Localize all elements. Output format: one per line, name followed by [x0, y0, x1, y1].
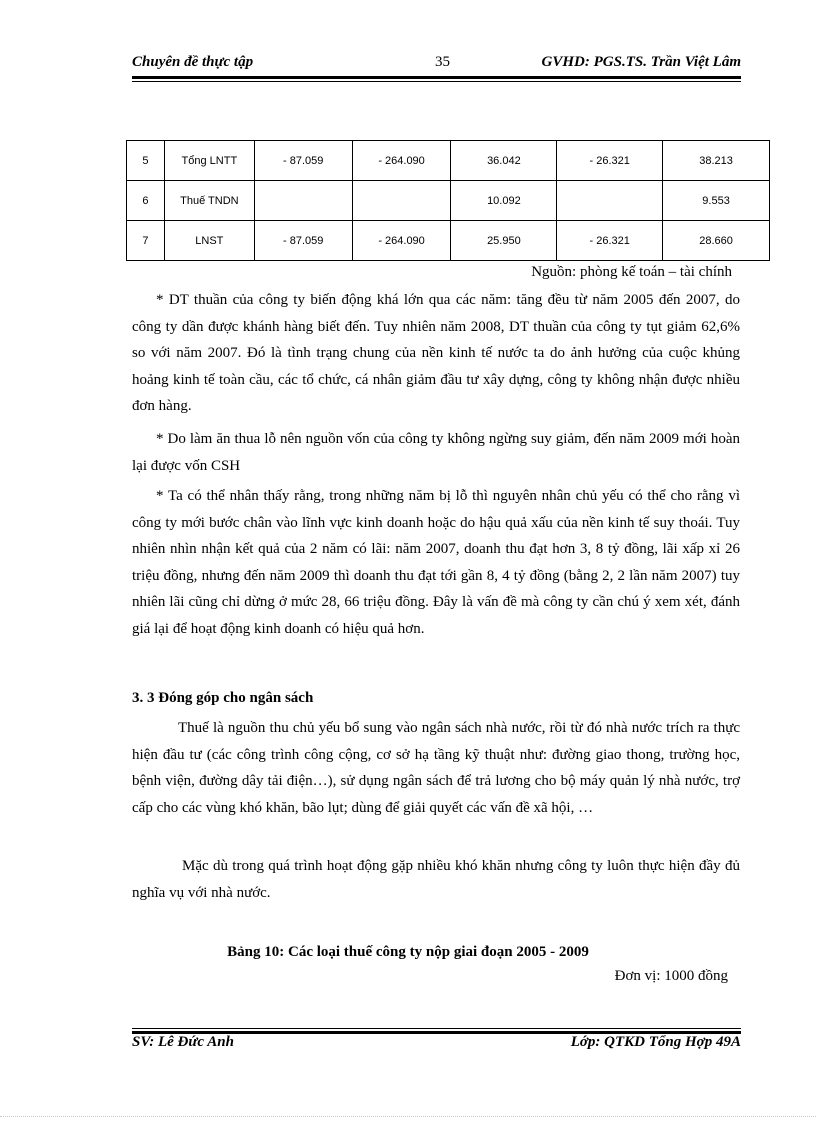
- table-cell: [254, 181, 352, 221]
- table-cell: 36.042: [451, 141, 557, 181]
- page-number: 35: [435, 54, 450, 70]
- table-row: [127, 141, 770, 181]
- table-cell: - 26.321: [557, 141, 663, 181]
- header-rule-thin: [132, 81, 741, 82]
- table-cell: 28.660: [663, 221, 770, 261]
- row-label: LNST: [164, 221, 254, 261]
- row-label: Thuế TNDN: [164, 181, 254, 221]
- header-rule-thick: [132, 76, 741, 79]
- page-header: [132, 50, 741, 76]
- table-cell: - 26.321: [557, 221, 663, 261]
- header-supervisor: GVHD: PGS.TS. Trần Việt Lâm: [541, 54, 741, 70]
- section-heading: 3. 3 Đóng góp cho ngân sách: [132, 690, 314, 706]
- row-number: 6: [127, 181, 165, 221]
- profit-table: [126, 140, 770, 261]
- table-cell: 9.553: [663, 181, 770, 221]
- table-cell: - 264.090: [352, 221, 451, 261]
- table-cell: 25.950: [451, 221, 557, 261]
- footer-rule-thin: [132, 1028, 741, 1029]
- row-label: Tổng LNTT: [164, 141, 254, 181]
- footer-class: Lớp: QTKD Tổng Hợp 49A: [570, 1034, 741, 1050]
- table-cell: [352, 181, 451, 221]
- header-title: Chuyên đề thực tập: [132, 54, 254, 70]
- paragraph-obligation: Mặc dù trong quá trình hoạt động gặp nhiều khó khăn nhưng công ty luôn thực hiện đầy đủ nghĩa vụ với nhà nước.: [132, 858, 740, 901]
- table-cell: - 87.059: [254, 141, 352, 181]
- row-number: 7: [127, 221, 165, 261]
- page-edge-divider: [0, 1116, 816, 1117]
- paragraph-analysis: * Ta có thể nhân thấy rằng, trong những năm bị lỗ thì nguyên nhân chủ yếu có thể cho rằng vì công ty mới bước chân vào lĩnh vực kinh doanh hoặc do hậu quả xấu của nền kinh tế suy thoái. Tuy nhiên nhìn nhận kết quả của 2 năm có lãi: năm 2007, doanh thu đạt hơn 3, 8 tỷ đồng, lãi xấp xỉ 26 triệu đồng, nhưng đến năm 2009 thì doanh thu đạt tới gần 8, 4 tỷ đồng (bằng 2, 2 lần năm 2007) tuy nhiên lãi cũng chỉ dừng ở mức 28, 66 triệu đồng. Đây là vấn đề mà công ty cần chú ý xem xét, đánh giá lại để hoạt động kinh doanh có hiệu quả hơn.: [132, 488, 740, 637]
- table-cell: 10.092: [451, 181, 557, 221]
- table-cell: - 264.090: [352, 141, 451, 181]
- table-cell: - 87.059: [254, 221, 352, 261]
- table-row: [127, 221, 770, 261]
- row-number: 5: [127, 141, 165, 181]
- table-row: [127, 181, 770, 221]
- paragraph-capital: * Do làm ăn thua lỗ nên nguồn vốn của công ty không ngừng suy giảm, đến năm 2009 mới hoàn lại được vốn CSH: [132, 431, 740, 474]
- table-source-note: Nguồn: phòng kế toán – tài chính: [531, 264, 732, 280]
- table-cell: [557, 181, 663, 221]
- table-caption: Bảng 10: Các loại thuế công ty nộp giai đoạn 2005 - 2009: [227, 944, 589, 960]
- table-cell: 38.213: [663, 141, 770, 181]
- footer-student: SV: Lê Đức Anh: [132, 1034, 234, 1050]
- unit-note: Đơn vị: 1000 đồng: [614, 968, 728, 984]
- paragraph-revenue: * DT thuần của công ty biến động khá lớn qua các năm: tăng đều từ năm 2005 đến 2007, do công ty dần được khánh hàng biết đến. Tuy nhiên năm 2008, DT thuần của công ty tụt giảm 62,6% so với năm 2007. Đó là tình trạng chung của nền kinh tế nước ta do ảnh hưởng của cuộc khủng hoảng kinh tế toàn cầu, các tổ chức, cá nhân giảm đầu tư xây dựng, công ty không nhận được nhiều đơn hàng.: [132, 292, 740, 414]
- paragraph-tax-role: Thuế là nguồn thu chủ yếu bổ sung vào ngân sách nhà nước, rồi từ đó nhà nước trích ra thực hiện đầu tư (các công trình công cộng, cơ sở hạ tầng kỹ thuật như: đường giao thong, trường học, bệnh viện, đường dây tải điện…), sử dụng ngân sách để trả lương cho bộ máy quản lý nhà nước, trợ cấp cho các vùng khó khăn, bão lụt; dùng để giải quyết các vấn đề xã hội, …: [132, 720, 740, 816]
